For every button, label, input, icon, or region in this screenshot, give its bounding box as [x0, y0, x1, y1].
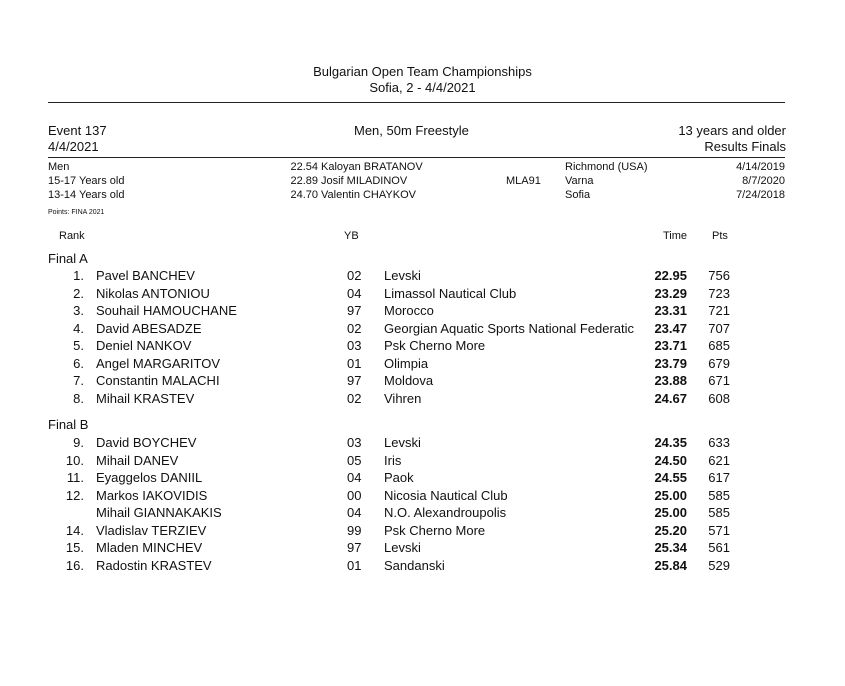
table-row	[0, 505, 845, 522]
birth-year: 04	[347, 285, 362, 301]
table-row	[0, 338, 845, 355]
table-row	[0, 373, 845, 390]
club-name: Georgian Aquatic Sports National Federatic	[384, 320, 635, 336]
birth-year: 97	[347, 373, 362, 388]
result-time: 24.35	[654, 435, 687, 450]
result-points: 585	[708, 505, 730, 520]
birth-year: 01	[347, 557, 362, 573]
result-rank: 7.	[73, 373, 84, 388]
table-row	[0, 268, 845, 285]
column-header-rank: Rank	[59, 230, 85, 242]
result-time: 23.47	[654, 320, 687, 336]
birth-year: 04	[347, 505, 362, 520]
record-time: 24.70	[290, 189, 318, 201]
points-note: Points: FINA 2021	[48, 209, 105, 216]
swimmer-name: Pavel BANCHEV	[96, 268, 195, 283]
result-points: 617	[708, 470, 730, 485]
swimmer-name: Mihail DANEV	[96, 452, 179, 468]
result-rank: 15.	[65, 540, 84, 555]
meet-subtitle: Sofia, 2 - 4/4/2021	[369, 80, 476, 95]
club-name: Levski	[384, 540, 421, 555]
table-row	[0, 540, 845, 557]
result-time: 25.00	[654, 505, 687, 520]
result-points: 529	[708, 557, 730, 573]
result-rank: 6.	[73, 355, 84, 371]
result-points: 671	[708, 373, 730, 388]
result-rank: 2.	[73, 285, 84, 301]
result-time: 23.71	[654, 338, 687, 353]
column-header-time: Time	[663, 230, 688, 242]
table-row	[0, 435, 845, 452]
record-time: 22.54	[290, 161, 318, 173]
result-points: 721	[708, 303, 730, 318]
record-date: 7/24/2018	[736, 189, 785, 201]
result-points: 561	[708, 540, 730, 555]
swimmer-name: Markos IAKOVIDIS	[96, 487, 208, 503]
column-header-pts: Pts	[712, 230, 728, 242]
table-row	[0, 558, 845, 575]
header-divider	[48, 102, 785, 103]
table-row	[0, 488, 845, 505]
club-name: Psk Cherno More	[384, 338, 486, 353]
record-time: 22.89	[290, 175, 318, 187]
birth-year: 03	[347, 338, 362, 353]
record-code: MLA91	[506, 175, 541, 187]
swimmer-name: Mihail GIANNAKAKIS	[96, 505, 222, 520]
club-name: Olimpia	[384, 355, 429, 371]
record-place: Sofia	[565, 189, 591, 201]
club-name: Iris	[384, 452, 402, 468]
swimmer-name: Angel MARGARITOV	[96, 355, 221, 371]
section-title-final-b: Final B	[48, 417, 89, 432]
swimmer-name: Mihail KRASTEV	[96, 390, 195, 406]
birth-year: 97	[347, 540, 362, 555]
club-name: Limassol Nautical Club	[384, 285, 517, 301]
event-number: Event 137	[48, 123, 107, 138]
event-divider	[48, 157, 785, 158]
swimmer-name: Radostin KRASTEV	[96, 557, 212, 573]
result-rank: 4.	[73, 320, 84, 336]
birth-year: 02	[347, 390, 362, 406]
result-points: 756	[708, 268, 730, 283]
table-row	[0, 453, 845, 470]
event-name: Men, 50m Freestyle	[354, 123, 469, 138]
result-time: 23.31	[654, 303, 687, 318]
table-row	[0, 303, 845, 320]
record-holder: Valentin CHAYKOV	[321, 189, 416, 201]
result-points: 679	[708, 355, 730, 371]
result-time: 24.50	[654, 452, 687, 468]
result-time: 23.79	[654, 355, 687, 371]
result-time: 24.67	[654, 390, 687, 406]
result-points: 571	[708, 522, 730, 538]
table-row	[0, 523, 845, 540]
birth-year: 05	[347, 452, 362, 468]
swimmer-name: David ABESADZE	[96, 320, 202, 336]
result-rank: 14.	[65, 522, 84, 538]
swimmer-name: Mladen MINCHEV	[96, 540, 203, 555]
club-name: Sandanski	[384, 557, 445, 573]
result-time: 24.55	[654, 470, 687, 485]
result-time: 25.84	[654, 557, 687, 573]
club-name: Levski	[384, 268, 421, 283]
result-points: 723	[708, 285, 730, 301]
club-name: Vihren	[384, 390, 422, 406]
result-rank: 3.	[73, 303, 84, 318]
club-name: N.O. Alexandroupolis	[384, 505, 507, 520]
result-points: 585	[708, 487, 730, 503]
birth-year: 03	[347, 435, 362, 450]
birth-year: 02	[347, 268, 362, 283]
record-date: 4/14/2019	[736, 161, 785, 173]
swimmer-name: Deniel NANKOV	[96, 338, 192, 353]
birth-year: 97	[347, 303, 362, 318]
table-row	[0, 321, 845, 338]
table-row	[0, 470, 845, 487]
section-title-final-a: Final A	[48, 251, 88, 266]
club-name: Moldova	[384, 373, 434, 388]
table-row	[0, 286, 845, 303]
birth-year: 99	[347, 522, 362, 538]
record-label: 13-14 Years old	[48, 189, 125, 201]
result-rank: 5.	[73, 338, 84, 353]
record-label: 15-17 Years old	[48, 175, 125, 187]
record-place: Richmond (USA)	[565, 161, 648, 173]
birth-year: 00	[347, 487, 362, 503]
event-date: 4/4/2021	[48, 139, 99, 154]
table-row	[0, 356, 845, 373]
record-holder: Josif MILADINOV	[321, 175, 408, 187]
birth-year: 02	[347, 320, 362, 336]
result-rank: 12.	[65, 487, 84, 503]
result-points: 608	[708, 390, 730, 406]
result-time: 23.29	[654, 285, 687, 301]
record-holder: Kaloyan BRATANOV	[321, 161, 423, 173]
swimmer-name: Nikolas ANTONIOU	[96, 285, 210, 301]
club-name: Nicosia Nautical Club	[384, 487, 508, 503]
club-name: Morocco	[384, 303, 434, 318]
table-row	[0, 391, 845, 408]
result-rank: 9.	[73, 435, 84, 450]
swimmer-name: Eyaggelos DANIIL	[96, 470, 203, 485]
event-age-group: 13 years and older	[678, 123, 786, 138]
event-stage: Results Finals	[704, 139, 786, 154]
result-rank: 16.	[65, 557, 84, 573]
birth-year: 04	[347, 470, 362, 485]
birth-year: 01	[347, 355, 362, 371]
record-label: Men	[48, 161, 70, 173]
result-time: 25.20	[654, 522, 687, 538]
result-time: 23.88	[654, 373, 687, 388]
club-name: Levski	[384, 435, 421, 450]
swimmer-name: Vladislav TERZIEV	[96, 522, 207, 538]
result-points: 621	[708, 452, 730, 468]
column-header-yb: YB	[344, 230, 359, 242]
result-points: 685	[708, 338, 730, 353]
meet-title: Bulgarian Open Team Championships	[313, 64, 532, 79]
result-rank: 10.	[65, 452, 84, 468]
result-points: 707	[708, 320, 730, 336]
result-rank: 1.	[73, 268, 84, 283]
result-time: 25.34	[654, 540, 687, 555]
record-date: 8/7/2020	[742, 175, 785, 187]
result-time: 25.00	[654, 487, 687, 503]
swimmer-name: Souhail HAMOUCHANE	[96, 303, 237, 318]
swimmer-name: David BOYCHEV	[96, 435, 197, 450]
record-place: Varna	[565, 175, 594, 187]
result-rank: 8.	[73, 390, 84, 406]
result-points: 633	[708, 435, 730, 450]
swimmer-name: Constantin MALACHI	[96, 373, 220, 388]
club-name: Psk Cherno More	[384, 522, 486, 538]
result-rank: 11.	[66, 470, 84, 485]
result-time: 22.95	[654, 268, 687, 283]
club-name: Paok	[384, 470, 414, 485]
